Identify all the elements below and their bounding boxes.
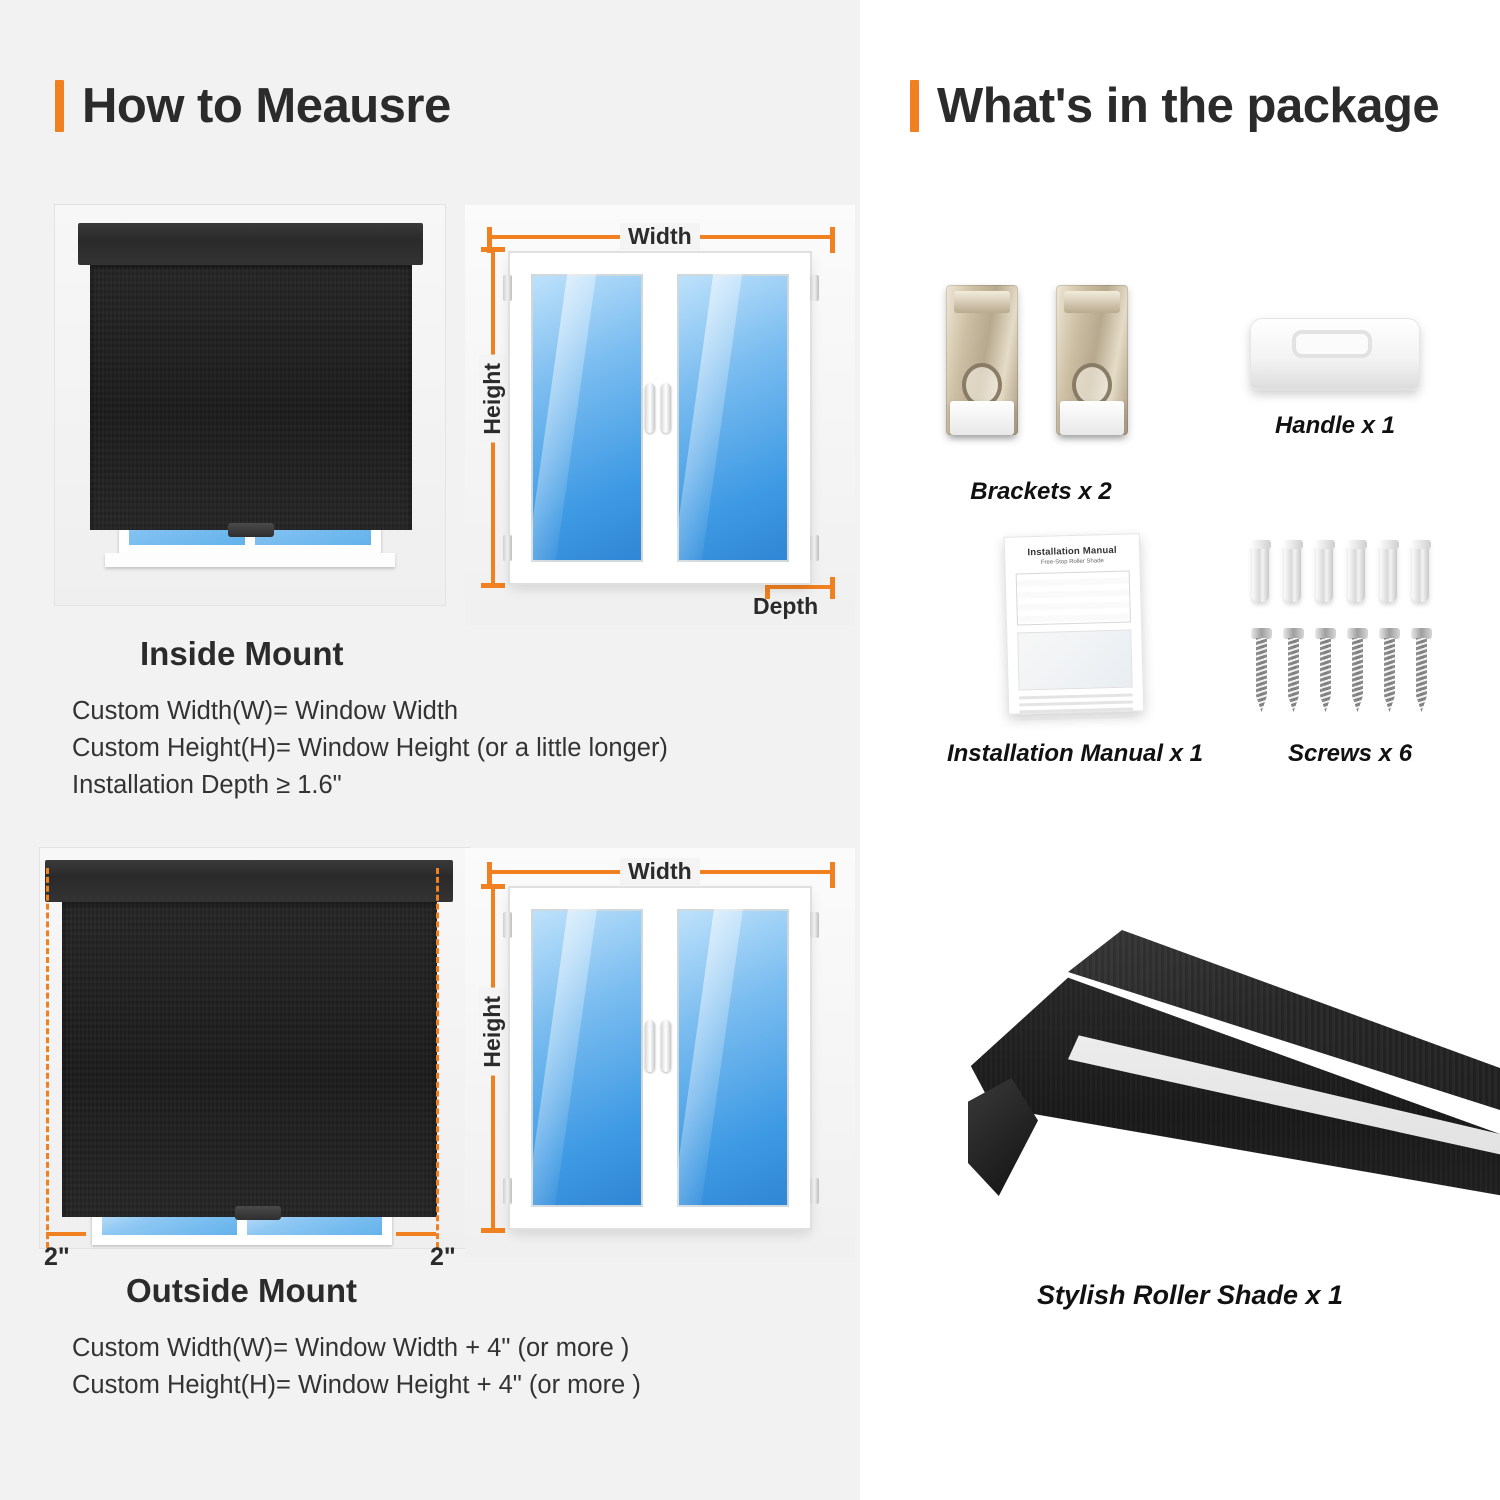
outside-margin-label-right: 2" <box>430 1243 456 1271</box>
bracket-2-icon <box>1056 285 1128 435</box>
shade-fabric-outside <box>62 902 437 1217</box>
manual-cover-title: Installation Manual <box>1027 544 1117 559</box>
height-measure-cap-bottom-outside <box>481 1228 505 1233</box>
window-sash-right-outside <box>670 902 796 1214</box>
screw-5-icon <box>1382 628 1397 712</box>
window-hinge-bottom-left-outside <box>503 1178 512 1204</box>
bracket-2-foot <box>1060 401 1124 435</box>
height-measure-cap-bottom <box>481 583 505 588</box>
width-label: Width <box>620 223 700 250</box>
width-label-outside: Width <box>620 858 700 885</box>
wall-anchor-2-icon <box>1284 540 1301 602</box>
screw-3-icon <box>1318 628 1333 712</box>
package-title <box>910 78 1439 134</box>
how-to-measure-title-text: How to Meausre <box>82 79 451 133</box>
window-handle-right-outside <box>661 1020 671 1072</box>
package-title-accent-bar <box>910 80 919 132</box>
outside-mount-line-2: Custom Height(H)= Window Height + 4" (or more ) <box>72 1371 641 1399</box>
window-hinge-top-right-outside <box>810 912 819 938</box>
shade-valance <box>78 223 423 265</box>
screw-1-icon <box>1254 628 1269 712</box>
window-frame <box>510 253 810 583</box>
height-label-outside: Height <box>479 988 506 1076</box>
title-accent-bar <box>55 80 64 132</box>
outside-margin-dash-left <box>46 868 49 1248</box>
inside-mount-shade-illustration <box>55 205 445 605</box>
bracket-1-icon <box>946 285 1018 435</box>
window-hinge-top-left <box>503 275 512 301</box>
outside-margin-line-right <box>396 1232 436 1236</box>
package-contents-panel <box>860 0 1500 1500</box>
bracket-1-tab <box>954 291 1010 313</box>
window-hinge-top-left-outside <box>503 912 512 938</box>
roller-shade-icon <box>960 930 1500 1290</box>
window-hinge-top-right <box>810 275 819 301</box>
roller-shade-caption: Stylish Roller Shade x 1 <box>1036 1280 1344 1310</box>
depth-label: Depth <box>753 593 819 619</box>
manual-cover-text-lines <box>1019 693 1134 720</box>
height-measure-cap-top <box>481 247 505 252</box>
wall-anchor-1-icon <box>1252 540 1269 602</box>
inside-mount-line-2: Custom Height(H)= Window Height (or a little longer) <box>72 734 668 762</box>
manual-caption: Installation Manual x 1 <box>946 740 1204 767</box>
outside-mount-measure-diagram <box>465 848 855 1258</box>
window-sash-right <box>670 267 796 569</box>
outside-margin-label-left: 2" <box>44 1243 70 1271</box>
outside-mount-shade-illustration <box>40 848 470 1248</box>
wall-anchor-5-icon <box>1380 540 1397 602</box>
shade-fabric <box>90 265 412 530</box>
window-sash-left-outside <box>524 902 650 1214</box>
installation-manual-icon <box>1004 533 1145 714</box>
depth-measure-line <box>765 585 835 589</box>
how-to-measure-title <box>55 78 451 134</box>
width-measure-cap-right <box>830 227 835 253</box>
package-title-text: What's in the package <box>937 79 1440 133</box>
screw-4-icon <box>1350 628 1365 712</box>
wall-anchor-4-icon <box>1348 540 1365 602</box>
window-handle-left <box>645 383 655 433</box>
wall-anchor-6-icon <box>1412 540 1429 602</box>
outside-margin-line-left <box>46 1232 86 1236</box>
window-frame-outside <box>510 888 810 1228</box>
width-measure-cap-right-outside <box>830 862 835 888</box>
shade-pull-tab <box>228 523 274 537</box>
window-handle-left-outside <box>645 1020 655 1072</box>
screw-2-icon <box>1286 628 1301 712</box>
window-hinge-bottom-right <box>810 535 819 561</box>
bracket-1-foot <box>950 401 1014 435</box>
inside-mount-measure-diagram <box>465 205 855 625</box>
height-measure-cap-top-outside <box>481 884 505 889</box>
window-sill <box>105 553 395 567</box>
handle-caption: Handle x 1 <box>1274 412 1396 439</box>
outside-margin-dash-right <box>436 868 439 1248</box>
depth-measure-cap-right <box>830 577 835 599</box>
handle-icon <box>1250 318 1420 390</box>
inside-mount-line-1: Custom Width(W)= Window Width <box>72 697 459 725</box>
roller-shade-tube <box>960 930 1500 1230</box>
inside-mount-title: Inside Mount <box>140 635 344 672</box>
height-label: Height <box>479 355 506 443</box>
shade-pull-tab-outside <box>235 1206 281 1220</box>
screws-caption: Screws x 6 <box>1287 740 1413 767</box>
manual-cover-subtitle: Free-Stop Roller Shade <box>1040 558 1104 566</box>
window-hinge-bottom-left <box>503 535 512 561</box>
screw-6-icon <box>1414 628 1429 712</box>
window-handle-right <box>661 383 671 433</box>
shade-valance-outside <box>45 860 453 902</box>
inside-mount-line-3: Installation Depth ≥ 1.6" <box>72 771 342 799</box>
wall-anchor-3-icon <box>1316 540 1333 602</box>
outside-mount-title: Outside Mount <box>126 1272 357 1309</box>
brackets-caption: Brackets x 2 <box>970 478 1112 505</box>
window-sash-left <box>524 267 650 569</box>
manual-cover-image <box>1017 630 1132 691</box>
window-hinge-bottom-right-outside <box>810 1178 819 1204</box>
bracket-2-tab <box>1064 291 1120 313</box>
manual-cover-diagram-box <box>1016 571 1131 626</box>
outside-mount-line-1: Custom Width(W)= Window Width + 4" (or more ) <box>72 1334 630 1362</box>
